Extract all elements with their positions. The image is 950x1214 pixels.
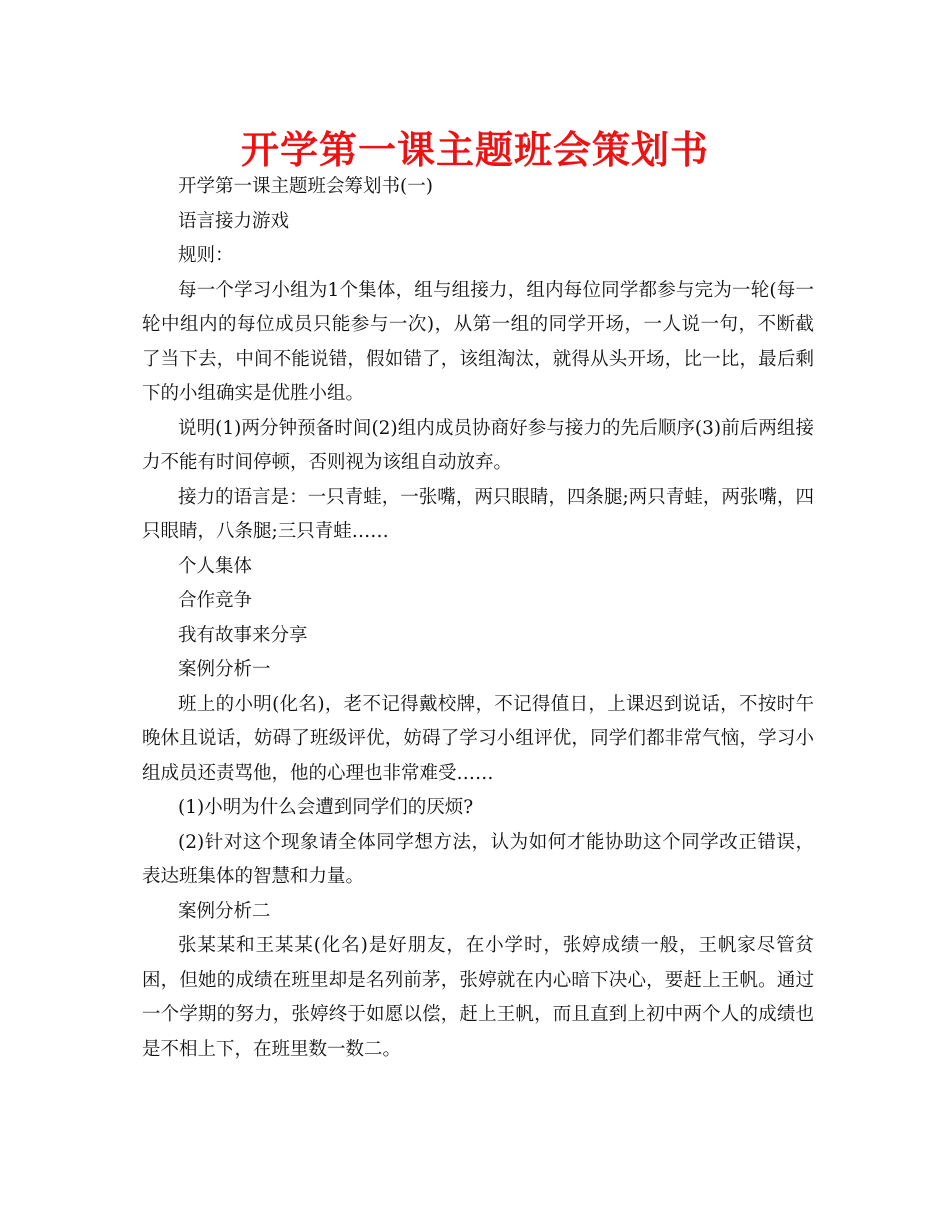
paragraph-case-two-heading: 案例分析二 xyxy=(178,900,271,922)
paragraph-rules-label: 规则： xyxy=(178,245,234,266)
paragraph-case-one-heading: 案例分析一 xyxy=(178,659,271,680)
paragraph-rules: 每一个学习小组为1个集体，组与组接力，组内每位同学都参与完为一轮(每一轮中组内的每位成员只能参与一次)，从第一组的同学开场，一人说一句，不断截了当下去，中间不能说错，假如错了，该组淘汰，就得从头开场，比一比，最后剩下的小组确实是优胜小组。 xyxy=(142,279,814,404)
paragraph-story-sharing: 我有故事来分享 xyxy=(178,624,308,646)
paragraph-question-two: (2)针对这个现象请全体同学想方法，认为如何才能协助这个同学改正错误，表达班集体的智慧和力量。 xyxy=(142,831,814,887)
paragraph-individual-collective: 个人集体 xyxy=(178,555,253,577)
paragraph-question-one: (1)小明为什么会遭到同学们的厌烦? xyxy=(178,797,474,818)
paragraph-case-one: 班上的小明(化名)，老不记得戴校牌，不记得值日，上课迟到说话，不按时午晚休且说话，妨碍了班级评优，妨碍了学习小组评优，同学们都非常气恼，学习小组成员还责骂他，他的心理也非常难受…… xyxy=(142,693,814,784)
paragraph-notes: 说明(1)两分钟预备时间(2)组内成员协商好参与接力的先后顺序(3)前后两组接力不能有时间停顿，否则视为该组自动放弃。 xyxy=(142,417,814,473)
document-body xyxy=(142,170,814,1067)
document-title: 开学第一课主题班会策划书 xyxy=(240,128,709,172)
paragraph-cooperation-competition: 合作竞争 xyxy=(178,590,253,611)
paragraph-case-two: 张某某和王某某(化名)是好朋友，在小学时，张婷成绩一般，王帆家尽管贫困，但她的成绩在班里却是名列前茅，张婷就在内心暗下决心，要赶上王帆。通过一个学期的努力，张婷终于如愿以偿，赶上王帆，而且直到上初中两个人的成绩也是不相上下，在班里数一数二。 xyxy=(142,935,814,1060)
paragraph-section-heading: 语言接力游戏 xyxy=(178,210,290,232)
paragraph-relay-text: 接力的语言是：一只青蛙，一张嘴，两只眼睛，四条腿;两只青蛙，两张嘴，四只眼睛，八条腿;三只青蛙…… xyxy=(142,486,814,542)
paragraph-subtitle: 开学第一课主题班会筹划书(一) xyxy=(178,176,433,197)
